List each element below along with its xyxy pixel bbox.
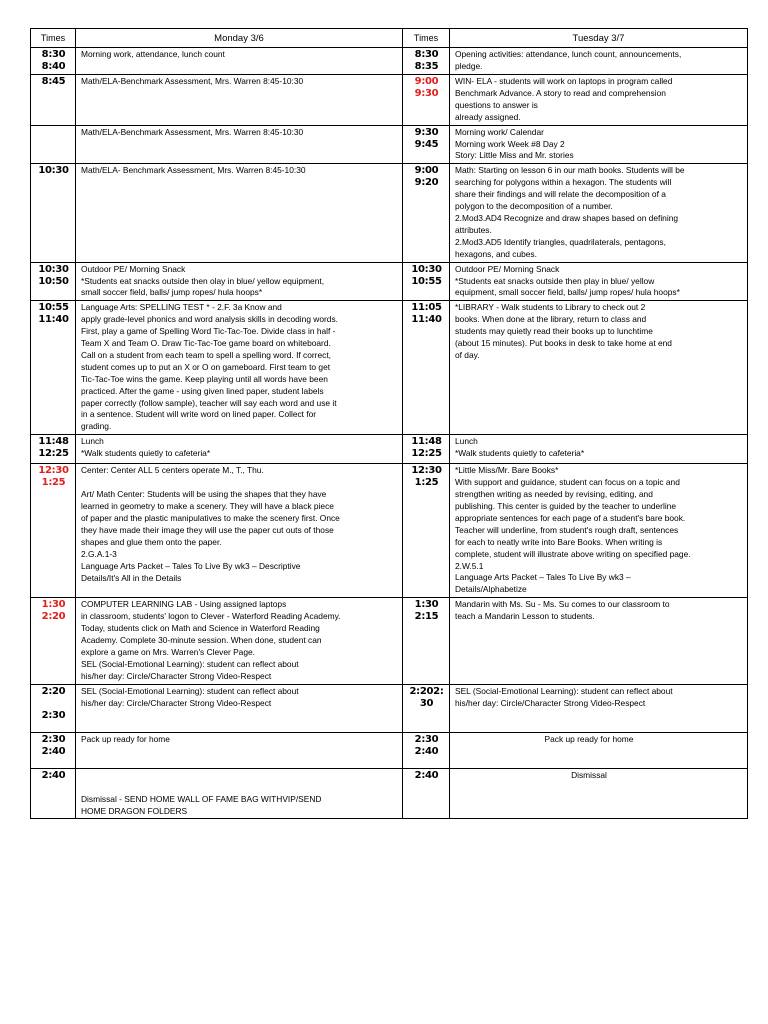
monday-activity-cell xyxy=(76,125,403,164)
monday-activity-line: explore a game on Mrs. Warren's Clever Page. xyxy=(81,646,255,657)
monday-time-label: 8:45 xyxy=(41,76,66,87)
tuesday-activity-cell xyxy=(450,125,748,164)
tuesday-activity-line: Morning work/ Calendar xyxy=(455,126,544,137)
schedule-row xyxy=(31,464,748,598)
tuesday-activity-line: Math: Starting on lesson 6 in our math books. Students will be xyxy=(455,165,685,176)
schedule-body xyxy=(31,48,748,819)
monday-activity-cell xyxy=(76,435,403,464)
tuesday-time-cell xyxy=(403,598,450,684)
monday-time-label: 11:40 xyxy=(38,314,69,326)
monday-activity-cell xyxy=(76,75,403,126)
monday-activity-line: Math/ELA-Benchmark Assessment, Mrs. Warren 8:45-10:30 xyxy=(81,126,304,137)
tuesday-activity-line: WIN- ELA - students will work on laptops in program called xyxy=(455,76,673,86)
schedule-row xyxy=(31,164,748,262)
monday-activity-line: his/her day: Circle/Character Strong Video-Respect xyxy=(81,670,272,681)
monday-activity-line: grading. xyxy=(81,421,112,432)
monday-activity-line: practiced. After the game - using given lined paper, student labels xyxy=(81,385,324,396)
tuesday-activity-line: publishing. This center is guided by the teacher to underline xyxy=(455,501,676,511)
schedule-row xyxy=(31,301,748,435)
tuesday-activity-line: his/her day: Circle/Character Strong Video-Respect xyxy=(455,697,646,708)
tuesday-time-label: 8:35 xyxy=(414,61,439,72)
tuesday-activity-line: Outdoor PE/ Morning Snack xyxy=(455,263,560,274)
monday-activity-line: apply grade-level phonics and word analysis skills in decoding words. xyxy=(81,314,338,325)
tuesday-activity-line: attributes. xyxy=(455,224,492,235)
monday-time-label: 8:40 xyxy=(41,61,66,72)
tuesday-time-cell xyxy=(403,464,450,598)
tuesday-time-label: 11:40 xyxy=(411,314,442,326)
monday-activity-line: *Students eat snacks outside then olay in blue/ yellow equipment, xyxy=(81,275,325,286)
tuesday-time-cell xyxy=(403,301,450,435)
times-header-monday: Times xyxy=(31,29,76,48)
tuesday-time-label: 9:30 xyxy=(414,88,439,99)
tuesday-time-label: 1:25 xyxy=(414,477,439,489)
tuesday-time-cell xyxy=(403,75,450,126)
monday-time-label: 1:25 xyxy=(41,477,66,489)
monday-activity-cell xyxy=(76,598,403,684)
tuesday-activity-line: pledge. xyxy=(455,60,483,71)
monday-activity-line: Art/ Math Center: Students will be using the shapes that they have xyxy=(81,489,327,500)
monday-activity-line: Call on a student from each team to spell a spelling word. If correct, xyxy=(81,349,331,360)
monday-time-label: 10:50 xyxy=(38,275,69,287)
tuesday-activity-line: *LIBRARY - Walk students to Library to check out 2 xyxy=(455,302,646,313)
tuesday-time-label: 10:55 xyxy=(411,275,442,287)
monday-time-cell xyxy=(31,732,76,768)
monday-activity-cell xyxy=(76,262,403,301)
monday-time-cell xyxy=(31,125,76,164)
monday-time-cell xyxy=(31,435,76,464)
monday-activity-line: Center: Center ALL 5 centers operate M., T., Thu. xyxy=(81,465,264,476)
monday-time-cell xyxy=(31,598,76,684)
tuesday-time-cell xyxy=(403,262,450,301)
schedule-row xyxy=(31,598,748,684)
monday-activity-cell xyxy=(76,732,403,768)
tuesday-activity-cell xyxy=(450,768,748,819)
monday-activity-cell xyxy=(76,301,403,435)
schedule-row xyxy=(31,75,748,126)
tuesday-activity-cell xyxy=(450,48,748,75)
header-row xyxy=(31,29,748,48)
tuesday-activity-line: Opening activities: attendance, lunch count, announcements, xyxy=(455,49,682,59)
monday-activity-line: his/her day: Circle/Character Strong Video-Respect xyxy=(81,697,272,708)
monday-activity-line: Outdoor PE/ Morning Snack xyxy=(81,263,186,274)
tuesday-activity-line: SEL (Social-Emotional Learning): student can reflect about xyxy=(455,685,673,696)
tuesday-activity-line: searching for polygons within a hexagon. The students will xyxy=(455,177,672,188)
tuesday-time-cell xyxy=(403,164,450,262)
tuesday-header: Tuesday 3/7 xyxy=(450,29,748,48)
tuesday-activity-line: questions to answer is xyxy=(455,99,538,110)
monday-activity-line: Language Arts: SPELLING TEST * - 2.F. 3a Know and xyxy=(81,302,282,313)
monday-time-label: 10:30 xyxy=(38,165,69,177)
monday-activity-line: they have made their image they will use the paper cut outs of those xyxy=(81,524,334,535)
tuesday-time-label: 11:05 xyxy=(411,302,442,314)
tuesday-activity-line: Benchmark Advance. A story to read and comprehension xyxy=(455,87,666,98)
monday-activity-line: in classroom, students' logon to Clever - Waterford Reading Academy. xyxy=(81,611,341,622)
tuesday-activity-line: Details/Alphabetize xyxy=(455,584,527,595)
tuesday-activity-cell xyxy=(450,732,748,768)
monday-activity-line: SEL (Social-Emotional Learning): student can reflect about xyxy=(81,658,299,669)
monday-time-cell xyxy=(31,164,76,262)
tuesday-time-label: 9:45 xyxy=(414,138,439,150)
tuesday-time-cell xyxy=(403,48,450,75)
tuesday-time-cell xyxy=(403,732,450,768)
tuesday-activity-line: strengthen writing as needed by revising, editing, and xyxy=(455,489,653,500)
tuesday-activity-line: Dismissal xyxy=(571,769,607,780)
tuesday-time-cell xyxy=(403,684,450,732)
tuesday-activity-cell xyxy=(450,75,748,126)
schedule-row xyxy=(31,125,748,164)
tuesday-activity-line: Language Arts Packet – Tales To Live By wk3 – xyxy=(455,572,631,583)
tuesday-activity-cell xyxy=(450,464,748,598)
monday-activity-line: HOME DRAGON FOLDERS xyxy=(81,805,188,816)
monday-activity-line: Morning work, attendance, lunch count xyxy=(81,49,225,59)
monday-activity-line: student comes up to put an X or O on gameboard. First team to get xyxy=(81,361,331,372)
schedule-row xyxy=(31,262,748,301)
monday-time-label: 8:30 xyxy=(41,49,66,60)
monday-time-label xyxy=(36,698,71,710)
monday-activity-line: Tic-Tac-Toe wins the game. Keep playing until all words have been xyxy=(81,373,328,384)
monday-activity-line: shapes and glue them onto the paper. xyxy=(81,536,222,547)
monday-time-label: 2:30 xyxy=(41,709,66,721)
monday-time-cell xyxy=(31,48,76,75)
tuesday-time-label: 12:25 xyxy=(411,448,442,460)
monday-activity-line: SEL (Social-Emotional Learning): student can reflect about xyxy=(81,685,299,696)
tuesday-activity-line: Morning work Week #8 Day 2 xyxy=(455,138,565,149)
tuesday-time-label: 2:40 xyxy=(414,745,439,757)
monday-activity-line: small soccer field, balls/ jump ropes/ hula hoops* xyxy=(81,287,263,298)
monday-activity-line: learned in geometry to make a scenery. They will have a black piece xyxy=(81,501,334,512)
tuesday-activity-line: 2.W.5.1 xyxy=(455,560,484,571)
monday-activity-line: Pack up ready for home xyxy=(81,733,170,744)
tuesday-activity-line: hexagons, and cubes. xyxy=(455,248,537,259)
tuesday-time-label: 30 xyxy=(419,697,434,709)
monday-activity-line: COMPUTER LEARNING LAB - Using assigned laptops xyxy=(81,599,287,610)
monday-activity-cell xyxy=(76,464,403,598)
tuesday-time-label: 2:202: xyxy=(409,685,444,697)
times-header-tuesday: Times xyxy=(403,29,450,48)
monday-time-label: 2:30 xyxy=(41,733,66,745)
monday-activity-cell xyxy=(76,768,403,819)
tuesday-time-label: 10:30 xyxy=(411,263,442,275)
tuesday-activity-line: Story: Little Miss and Mr. stories xyxy=(455,150,574,161)
monday-activity-line: Today, students click on Math and Science in Waterford Reading xyxy=(81,623,320,634)
schedule-row xyxy=(31,435,748,464)
tuesday-activity-line: share their findings and will relate the decomposition of a xyxy=(455,189,666,200)
monday-time-cell xyxy=(31,464,76,598)
monday-activity-line: Dismissal - SEND HOME WALL OF FAME BAG WITHVIP/SEND xyxy=(81,793,322,804)
tuesday-time-label: 9:00 xyxy=(414,165,439,177)
tuesday-time-label: 8:30 xyxy=(414,49,439,60)
schedule-row xyxy=(31,732,748,768)
monday-time-label: 2:40 xyxy=(41,769,66,781)
monday-activity-line: *Walk students quietly to cafeteria* xyxy=(81,448,211,459)
monday-activity-line: Language Arts Packet – Tales To Live By wk3 – Descriptive xyxy=(81,560,301,571)
tuesday-time-label: 11:48 xyxy=(411,436,442,448)
schedule-table xyxy=(30,28,748,819)
tuesday-activity-line: Teacher will underline, from student's rough draft, sentences xyxy=(455,524,679,535)
tuesday-time-label: 2:30 xyxy=(414,733,439,745)
schedule-row xyxy=(31,48,748,75)
tuesday-activity-line: already assigned. xyxy=(455,111,521,122)
tuesday-time-label: 9:00 xyxy=(414,76,439,87)
schedule-row xyxy=(31,768,748,819)
tuesday-activity-line: polygon to the decomposition of a number. xyxy=(455,201,613,212)
tuesday-activity-line: books. When done at the library, return to class and xyxy=(455,314,647,325)
schedule-row xyxy=(31,684,748,732)
tuesday-activity-line: Pack up ready for home xyxy=(544,733,634,744)
monday-activity-line: paper correctly (follow sample), teacher will say each word and use it xyxy=(81,397,337,408)
tuesday-activity-cell xyxy=(450,301,748,435)
tuesday-activity-line: complete, student will illustrate above writing on specified page. xyxy=(455,548,691,559)
monday-activity-line: Math/ELA- Benchmark Assessment, Mrs. Warren 8:45-10:30 xyxy=(81,165,306,176)
tuesday-activity-line: appropriate sentences for each page of a student's bare book. xyxy=(455,512,686,523)
monday-time-cell xyxy=(31,768,76,819)
monday-time-label: 12:30 xyxy=(38,465,69,477)
tuesday-activity-cell xyxy=(450,684,748,732)
monday-time-label: 2:20 xyxy=(41,611,66,623)
monday-time-cell xyxy=(31,301,76,435)
monday-activity-line: Academy. Complete 30-minute session. When done, student can xyxy=(81,634,322,645)
monday-time-label: 1:30 xyxy=(41,599,66,611)
tuesday-activity-line: Mandarin with Ms. Su - Ms. Su comes to our classroom to xyxy=(455,599,670,610)
monday-activity-line: 2.G.A.1-3 xyxy=(81,548,117,559)
tuesday-activity-cell xyxy=(450,435,748,464)
tuesday-activity-cell xyxy=(450,262,748,301)
monday-activity-line: in a sentence. Student will write word on lined paper. Collect for xyxy=(81,409,317,420)
monday-activity-line: First, play a game of Spelling Word Tic-Tac-Toe. Divide class in half - xyxy=(81,326,336,337)
tuesday-activity-line: *Students eat snacks outside then play in blue/ yellow xyxy=(455,275,655,286)
tuesday-time-label: 9:30 xyxy=(414,126,439,138)
monday-time-label: 11:48 xyxy=(38,436,69,448)
monday-time-label: 10:30 xyxy=(38,263,69,275)
tuesday-time-label: 9:20 xyxy=(414,177,439,189)
monday-activity-line xyxy=(81,770,398,782)
monday-time-label: 12:25 xyxy=(38,448,69,460)
tuesday-activity-line: Lunch xyxy=(455,436,478,447)
tuesday-activity-line: teach a Mandarin Lesson to students. xyxy=(455,611,595,622)
monday-activity-cell xyxy=(76,48,403,75)
monday-activity-line: Lunch xyxy=(81,436,104,447)
tuesday-activity-cell xyxy=(450,598,748,684)
tuesday-time-cell xyxy=(403,435,450,464)
monday-activity-line: Details/It's All in the Details xyxy=(81,572,182,583)
monday-time-cell xyxy=(31,684,76,732)
tuesday-activity-line: *Walk students quietly to cafeteria* xyxy=(455,448,585,459)
monday-time-label: 10:55 xyxy=(38,302,69,314)
tuesday-activity-cell xyxy=(450,164,748,262)
monday-time-label: 2:40 xyxy=(41,745,66,757)
tuesday-activity-line: *Little Miss/Mr. Bare Books* xyxy=(455,465,559,476)
monday-activity-line: Team X and Team O. Draw Tic-Tac-Toe game board on whiteboard. xyxy=(81,338,331,349)
tuesday-activity-line: With support and guidance, student can focus on a topic and xyxy=(455,477,680,488)
monday-activity-line: of paper and the plastic manipulatives to make the scenery first. Once xyxy=(81,513,340,523)
tuesday-time-label: 12:30 xyxy=(411,465,442,477)
tuesday-activity-line: students may quietly read their books up to lunchtime xyxy=(455,326,653,337)
tuesday-activity-line: 2.Mod3.AD4 Recognize and draw shapes based on defining xyxy=(455,212,679,223)
monday-activity-line xyxy=(81,477,398,489)
monday-activity-line xyxy=(81,782,398,794)
tuesday-activity-line: of day. xyxy=(455,349,480,360)
monday-header: Monday 3/6 xyxy=(76,29,403,48)
tuesday-time-label: 2:15 xyxy=(414,611,439,623)
monday-activity-cell xyxy=(76,164,403,262)
tuesday-activity-line: equipment, small soccer field, balls/ jump ropes/ hula hoops* xyxy=(455,287,680,298)
tuesday-time-label: 1:30 xyxy=(414,599,439,611)
tuesday-activity-line: (about 15 minutes). Put books in desk to take home at end xyxy=(455,338,672,349)
monday-activity-line: Math/ELA-Benchmark Assessment, Mrs. Warren 8:45-10:30 xyxy=(81,76,304,86)
monday-time-cell xyxy=(31,75,76,126)
tuesday-activity-line: for each to neatly write into Bare Books. When writing is xyxy=(455,536,663,547)
tuesday-time-cell xyxy=(403,125,450,164)
monday-time-label: 2:20 xyxy=(41,685,66,697)
monday-time-cell xyxy=(31,262,76,301)
monday-activity-cell xyxy=(76,684,403,732)
tuesday-time-label: 2:40 xyxy=(414,769,439,781)
tuesday-activity-line: 2.Mod3.AD5 Identify triangles, quadrilaterals, pentagons, xyxy=(455,236,666,247)
tuesday-time-cell xyxy=(403,768,450,819)
